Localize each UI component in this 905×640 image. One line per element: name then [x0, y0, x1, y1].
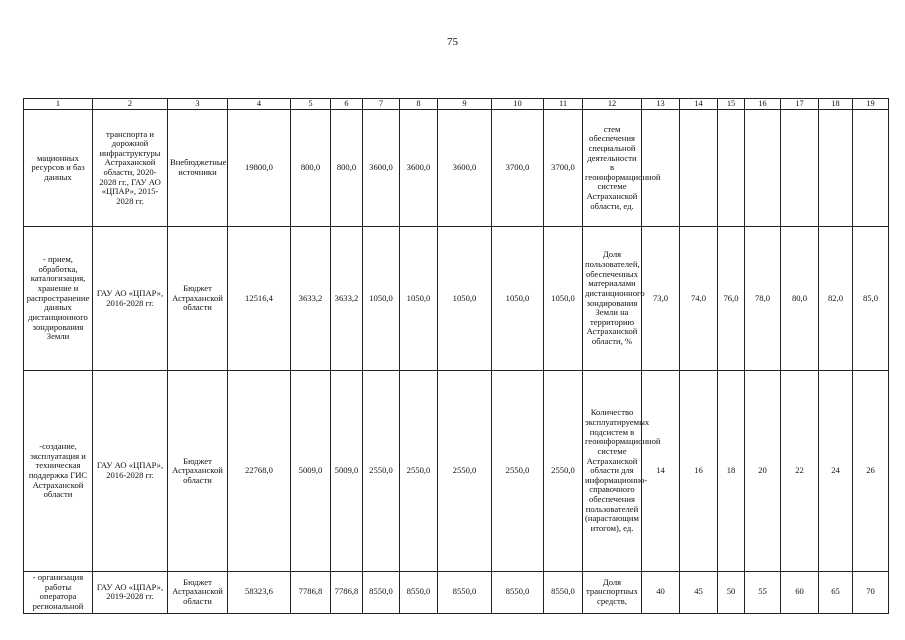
indicator-value-cell: [680, 110, 718, 227]
column-number: 3: [168, 99, 228, 110]
value-cell: 3633,2: [331, 227, 363, 371]
indicator-value-cell: [819, 110, 853, 227]
executor-cell: ГАУ АО «ЦПАР», 2016-2028 гг.: [93, 371, 168, 572]
value-cell: 1050,0: [544, 227, 583, 371]
value-cell: 1050,0: [492, 227, 544, 371]
table-row: [24, 572, 889, 614]
value-cell: 3633,2: [291, 227, 331, 371]
value-cell: 7786,8: [291, 572, 331, 614]
value-cell: 1050,0: [438, 227, 492, 371]
executor-cell: ГАУ АО «ЦПАР», 2019-2028 гг.: [93, 572, 168, 614]
value-cell: 3600,0: [400, 110, 438, 227]
executor-cell: транспорта и дорожной инфраструктуры Астраханской области, 2020-2028 гг., ГАУ АО «ЦПАР», 2015-2028 гг.: [93, 110, 168, 227]
value-cell: 8550,0: [544, 572, 583, 614]
column-number: 10: [492, 99, 544, 110]
value-cell: 2550,0: [400, 371, 438, 572]
column-number: 1: [24, 99, 93, 110]
column-number: 9: [438, 99, 492, 110]
indicator-value-cell: [642, 110, 680, 227]
value-cell: 7786,8: [331, 572, 363, 614]
indicator-value-cell: 73,0: [642, 227, 680, 371]
column-number: 19: [853, 99, 889, 110]
indicator-value-cell: [781, 110, 819, 227]
funding-source-cell: Внебюджетные источники: [168, 110, 228, 227]
value-cell: 1050,0: [363, 227, 400, 371]
value-cell: 8550,0: [492, 572, 544, 614]
indicator-value-cell: 55: [745, 572, 781, 614]
indicator-value-cell: 16: [680, 371, 718, 572]
value-cell: 2550,0: [363, 371, 400, 572]
indicator-value-cell: 40: [642, 572, 680, 614]
indicator-value-cell: 18: [718, 371, 745, 572]
indicator-value-cell: 82,0: [819, 227, 853, 371]
column-number: 17: [781, 99, 819, 110]
indicator-cell: стем обеспечения специальной деятельности в геоинформационной системе Астраханской области, ед.: [583, 110, 642, 227]
value-cell: 5009,0: [331, 371, 363, 572]
activity-cell: - прием, обработка, каталогизация, хранение и распространение данных дистанционного зондирования Земли: [24, 227, 93, 371]
budget-table: [23, 98, 889, 614]
funding-source-cell: Бюджет Астраханской области: [168, 572, 228, 614]
column-number: 16: [745, 99, 781, 110]
total-cell: 19800,0: [228, 110, 291, 227]
value-cell: 2550,0: [544, 371, 583, 572]
table-row: [24, 227, 889, 371]
indicator-value-cell: [745, 110, 781, 227]
value-cell: 8550,0: [400, 572, 438, 614]
column-number: 4: [228, 99, 291, 110]
funding-source-cell: Бюджет Астраханской области: [168, 227, 228, 371]
column-number: 15: [718, 99, 745, 110]
value-cell: 2550,0: [438, 371, 492, 572]
indicator-value-cell: 70: [853, 572, 889, 614]
indicator-value-cell: 74,0: [680, 227, 718, 371]
indicator-value-cell: 60: [781, 572, 819, 614]
value-cell: 3600,0: [438, 110, 492, 227]
indicator-value-cell: 78,0: [745, 227, 781, 371]
table-row: [24, 371, 889, 572]
column-number: 11: [544, 99, 583, 110]
column-number: 12: [583, 99, 642, 110]
indicator-value-cell: 20: [745, 371, 781, 572]
column-number: 13: [642, 99, 680, 110]
column-number-row: [24, 99, 889, 110]
indicator-cell: Доля транспортных средств,: [583, 572, 642, 614]
indicator-value-cell: [718, 110, 745, 227]
total-cell: 12516,4: [228, 227, 291, 371]
activity-cell: -создание, эксплуатация и техническая поддержка ГИС Астраханской области: [24, 371, 93, 572]
value-cell: 3600,0: [363, 110, 400, 227]
indicator-value-cell: 80,0: [781, 227, 819, 371]
activity-cell: мационных ресурсов и баз данных: [24, 110, 93, 227]
page-number: 75: [447, 36, 458, 48]
value-cell: 8550,0: [438, 572, 492, 614]
funding-source-cell: Бюджет Астраханской области: [168, 371, 228, 572]
indicator-value-cell: 76,0: [718, 227, 745, 371]
value-cell: 800,0: [291, 110, 331, 227]
column-number: 5: [291, 99, 331, 110]
executor-cell: ГАУ АО «ЦПАР», 2016-2028 гг.: [93, 227, 168, 371]
column-number: 7: [363, 99, 400, 110]
indicator-value-cell: 26: [853, 371, 889, 572]
value-cell: 2550,0: [492, 371, 544, 572]
column-number: 6: [331, 99, 363, 110]
indicator-value-cell: 14: [642, 371, 680, 572]
value-cell: 800,0: [331, 110, 363, 227]
column-number: 8: [400, 99, 438, 110]
indicator-value-cell: 85,0: [853, 227, 889, 371]
total-cell: 58323,6: [228, 572, 291, 614]
value-cell: 5009,0: [291, 371, 331, 572]
value-cell: 8550,0: [363, 572, 400, 614]
total-cell: 22768,0: [228, 371, 291, 572]
indicator-cell: Количество эксплуатируемых подсистем в геоинформационной системе Астраханской области для информационно-справочного обеспечения пользователей (нарастающим итогом), ед.: [583, 371, 642, 572]
indicator-value-cell: 50: [718, 572, 745, 614]
indicator-value-cell: [853, 110, 889, 227]
column-number: 18: [819, 99, 853, 110]
indicator-value-cell: 65: [819, 572, 853, 614]
value-cell: 1050,0: [400, 227, 438, 371]
column-number: 14: [680, 99, 718, 110]
indicator-value-cell: 22: [781, 371, 819, 572]
activity-cell: - организация работы оператора региональной: [24, 572, 93, 614]
table-row: [24, 110, 889, 227]
value-cell: 3700,0: [492, 110, 544, 227]
indicator-value-cell: 24: [819, 371, 853, 572]
column-number: 2: [93, 99, 168, 110]
value-cell: 3700,0: [544, 110, 583, 227]
indicator-cell: Доля пользователей, обеспеченных материалами дистанционного зондирования Земли на территорию Астраханской области, %: [583, 227, 642, 371]
indicator-value-cell: 45: [680, 572, 718, 614]
